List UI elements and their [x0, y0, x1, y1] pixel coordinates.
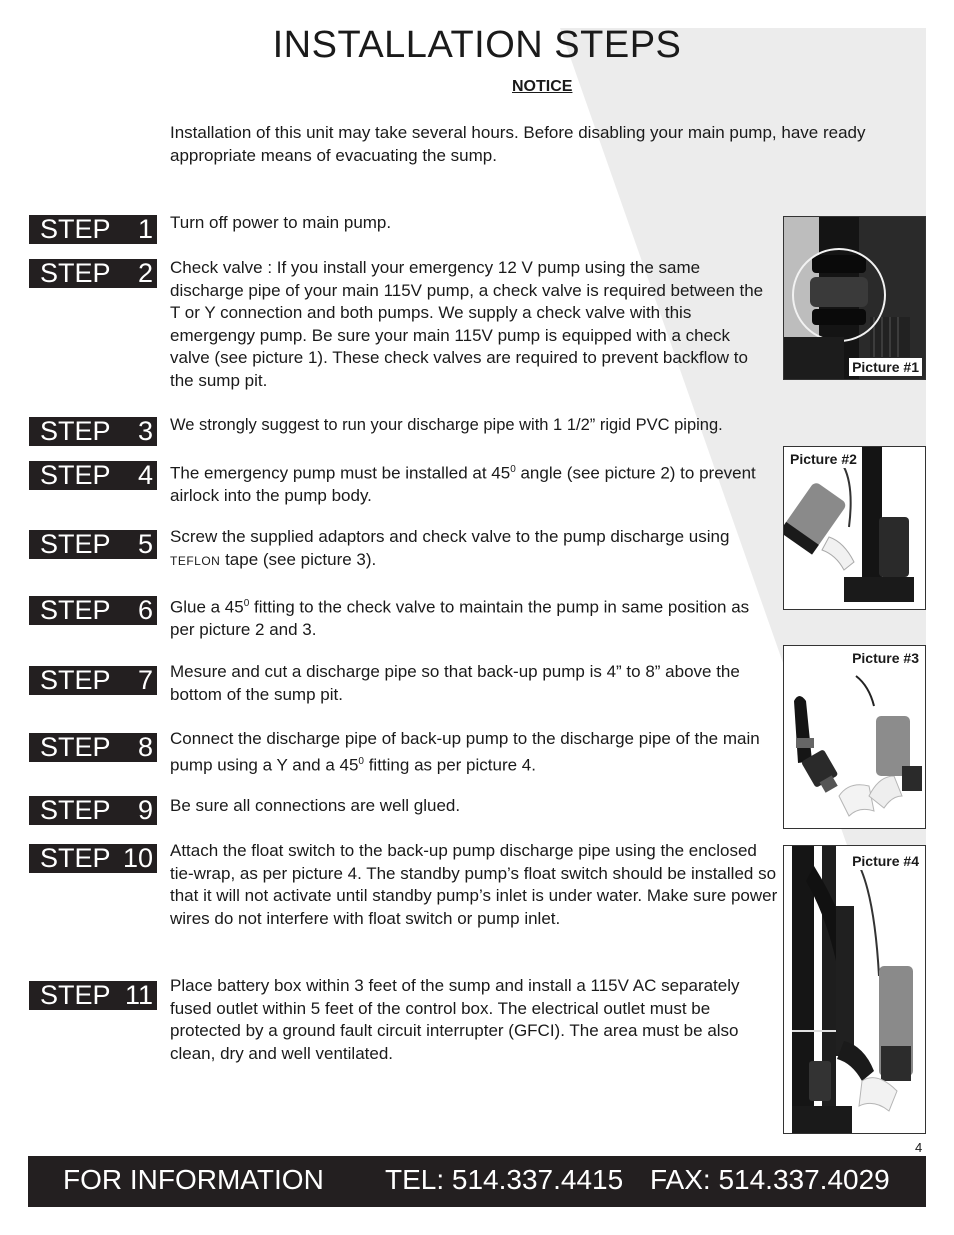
picture-2-label: Picture #2	[787, 450, 860, 468]
step-word: STEP	[40, 732, 111, 762]
step-number: 2	[137, 258, 153, 288]
step-word: STEP	[40, 665, 111, 695]
adaptors-photo	[784, 646, 925, 828]
step-1-badge	[29, 215, 157, 244]
step-number: 5	[137, 529, 153, 559]
step-number: 7	[137, 665, 153, 695]
step-number: 10	[122, 843, 153, 873]
page-title: INSTALLATION STEPS	[272, 24, 682, 66]
step-number: 11	[124, 980, 153, 1010]
step-number: 1	[137, 214, 153, 244]
step-8-text-a: Connect the discharge pipe of back-up pump to the discharge pipe of the main pump using a Y and a 45	[170, 729, 760, 775]
step-11-text: Place battery box within 3 feet of the sump and install a 115V AC separately fused outlet within 5 feet of the control box. The electrical outlet must be protected by a ground fault circuit interrupter (GFCI). The area must be also clean, dry and well ventilated.	[170, 976, 740, 1063]
step-word: STEP	[40, 843, 111, 873]
picture-3-label: Picture #3	[849, 649, 922, 667]
step-number: 4	[137, 460, 153, 490]
step-6-text-b: fitting to the check valve to maintain the pump in same position as per picture 2 and 3.	[170, 597, 750, 640]
step-word: STEP	[40, 529, 111, 559]
footer-info-label: FOR INFORMATION	[63, 1164, 324, 1195]
step-2-text: Check valve : If you install your emergency 12 V pump using the same discharge pipe of your main 115V pump, a check valve is required between the T or Y connection and both pumps. We supply a check valve with this emergengy pump. Be sure your main 115V pump is equipped with a check valve (see picture 1). These check valves are required to prevent backflow to the sump pit.	[170, 258, 764, 390]
installed-pumps-photo	[784, 846, 925, 1133]
step-9-text: Be sure all connections are well glued.	[170, 796, 461, 815]
step-5-text-b: tape (see picture 3).	[220, 549, 377, 569]
step-word: STEP	[40, 214, 111, 244]
step-5-badge	[29, 530, 157, 559]
picture-3	[783, 645, 926, 829]
degree-mark: 0	[358, 755, 364, 767]
page-number: 4	[915, 1140, 923, 1155]
picture-2	[783, 446, 926, 610]
step-word: STEP	[40, 595, 111, 625]
step-5-text	[170, 526, 770, 572]
footer-telephone: TEL: 514.337.4415	[385, 1164, 624, 1195]
step-word: STEP	[40, 416, 111, 446]
footer-contact-bar	[28, 1156, 926, 1207]
step-word: STEP	[40, 795, 111, 825]
step-11-badge	[29, 981, 157, 1010]
angled-pump-photo	[784, 447, 925, 609]
picture-1-label: Picture #1	[849, 358, 922, 376]
intro-paragraph: Installation of this unit may take several hours. Before disabling your main pump, have ready appropriate means of evacuating the sump.	[170, 123, 866, 165]
step-6-badge	[29, 596, 157, 625]
step-word: STEP	[40, 980, 111, 1010]
picture-1	[783, 216, 926, 380]
step-4-text	[170, 459, 770, 508]
step-4-text-b: angle (see picture 2) to prevent airlock into the pump body.	[170, 463, 756, 506]
step-10-text: Attach the float switch to the back-up pump discharge pipe using the enclosed tie-wrap, as per picture 4. The standby pump’s float switch should be installed so that it will not activate until standby pump’s inlet is under water. Make sure power wires do not interfere with float switch or pump inlet.	[170, 841, 778, 928]
step-7-badge	[29, 666, 157, 695]
teflon-word: TEFLON	[170, 553, 221, 568]
notice-heading: NOTICE	[512, 78, 573, 95]
step-word: STEP	[40, 258, 111, 288]
degree-mark: 0	[510, 464, 516, 475]
degree-mark: 0	[243, 598, 250, 609]
step-8-text	[170, 728, 780, 777]
step-number: 8	[137, 732, 153, 762]
step-8-text-b: fitting as per picture 4.	[363, 755, 536, 775]
step-number: 9	[137, 795, 153, 825]
check-valve-photo	[784, 217, 925, 379]
picture-4	[783, 845, 926, 1134]
step-10-badge	[29, 844, 157, 873]
step-5-text-a: Screw the supplied adaptors and check valve to the pump discharge using	[170, 527, 730, 546]
picture-4-label: Picture #4	[849, 852, 922, 870]
step-8-badge	[29, 733, 157, 762]
step-6-text-a: Glue a 45	[170, 597, 244, 617]
footer-fax: FAX: 514.337.4029	[650, 1164, 890, 1195]
step-1-text: Turn off power to main pump.	[170, 213, 392, 232]
step-6-text	[170, 593, 770, 642]
step-4-text-a: The emergency pump must be installed at 45	[170, 463, 511, 483]
step-number: 6	[137, 595, 153, 625]
step-number: 3	[137, 416, 153, 446]
step-2-badge	[29, 259, 157, 288]
step-4-badge	[29, 461, 157, 490]
step-3-text: We strongly suggest to run your discharge pipe with 1 1/2” rigid PVC piping.	[170, 416, 723, 434]
step-7-text: Mesure and cut a discharge pipe so that back-up pump is 4” to 8” above the bottom of the sump pit.	[170, 662, 740, 704]
step-word: STEP	[40, 460, 111, 490]
step-3-badge	[29, 417, 157, 446]
step-9-badge	[29, 796, 157, 825]
